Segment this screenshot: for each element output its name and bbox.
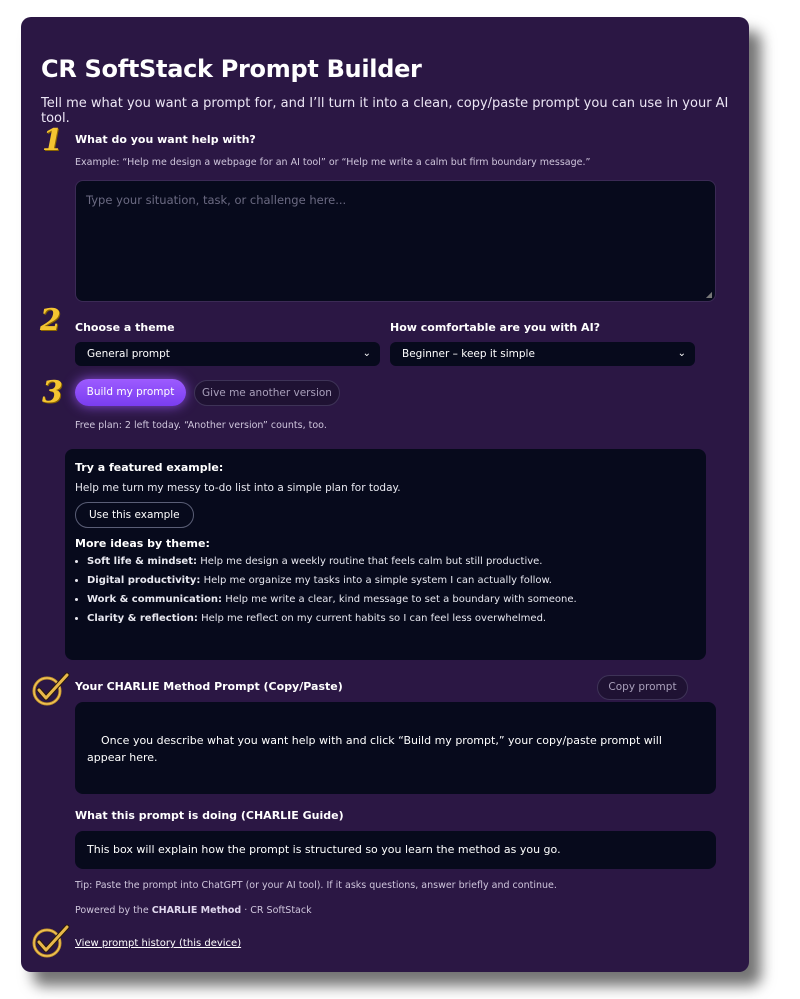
situation-input[interactable] — [75, 180, 716, 302]
brand-name: CHARLIE Method — [151, 905, 242, 916]
page-title: CR SoftStack Prompt Builder — [41, 55, 422, 83]
featured-example-text: Help me turn my messy to-do list into a simple plan for today. — [75, 482, 401, 494]
ideas-list — [75, 556, 696, 624]
prompt-history-link[interactable]: View prompt history (this device) — [75, 938, 242, 949]
featured-heading: Try a featured example: — [75, 461, 224, 474]
theme-select-value: General prompt — [87, 348, 170, 360]
step-number-3: 3 — [42, 375, 63, 410]
copy-prompt-button[interactable]: Copy prompt — [597, 675, 688, 700]
comfort-select-value: Beginner – keep it simple — [402, 348, 535, 360]
another-version-button[interactable]: Give me another version — [194, 380, 340, 406]
use-example-button[interactable]: Use this example — [75, 502, 194, 528]
step-number-1: 1 — [42, 123, 63, 158]
plan-note: Free plan: 2 left today. “Another version” counts, too. — [75, 420, 327, 431]
gold-check-icon — [30, 924, 70, 960]
step-number-2: 2 — [40, 303, 61, 338]
idea-item[interactable]: • Digital productivity: Help me organize my tasks into a simple system I can actually follow. — [87, 575, 696, 586]
prompt-builder-card — [21, 17, 749, 972]
guide-label: What this prompt is doing (CHARLIE Guide) — [75, 809, 344, 822]
chevron-down-icon: ⌄ — [677, 348, 686, 359]
gold-check-icon — [30, 672, 70, 708]
question-example: Example: “Help me design a webpage for an AI tool” or “Help me write a calm but firm boundary message.” — [75, 157, 591, 168]
powered-by: Powered by the CHARLIE Method · CR SoftStack — [75, 905, 312, 916]
prompt-output-box[interactable]: Once you describe what you want help with and click “Build my prompt,” your copy/paste prompt will appear here. — [75, 702, 716, 794]
idea-item[interactable]: • Clarity & reflection: Help me reflect on my current habits so I can feel less overwhelmed. — [87, 613, 696, 624]
build-prompt-button[interactable]: Build my prompt — [75, 379, 186, 406]
page-subtitle: Tell me what you want a prompt for, and I’ll turn it into a clean, copy/paste prompt you can use in your AI tool. — [41, 96, 729, 126]
guide-box: This box will explain how the prompt is structured so you learn the method as you go. — [75, 831, 716, 869]
comfort-label: How comfortable are you with AI? — [390, 321, 601, 334]
question-label: What do you want help with? — [75, 133, 256, 146]
comfort-select[interactable] — [390, 342, 695, 366]
featured-examples-panel — [65, 449, 706, 660]
theme-label: Choose a theme — [75, 321, 175, 334]
resize-grip-icon[interactable]: ◢ — [705, 290, 712, 299]
idea-item[interactable]: • Soft life & mindset: Help me design a weekly routine that feels calm but still productive. — [87, 556, 696, 567]
idea-item[interactable]: • Work & communication: Help me write a clear, kind message to set a boundary with someone. — [87, 594, 696, 605]
output-label: Your CHARLIE Method Prompt (Copy/Paste) — [75, 680, 343, 693]
tip-text: Tip: Paste the prompt into ChatGPT (or your AI tool). If it asks questions, answer briefly and continue. — [75, 880, 557, 891]
situation-input-placeholder: Type your situation, task, or challenge here... — [86, 193, 347, 207]
chevron-down-icon: ⌄ — [362, 348, 371, 359]
theme-select[interactable] — [75, 342, 380, 366]
more-ideas-heading: More ideas by theme: — [75, 537, 210, 550]
